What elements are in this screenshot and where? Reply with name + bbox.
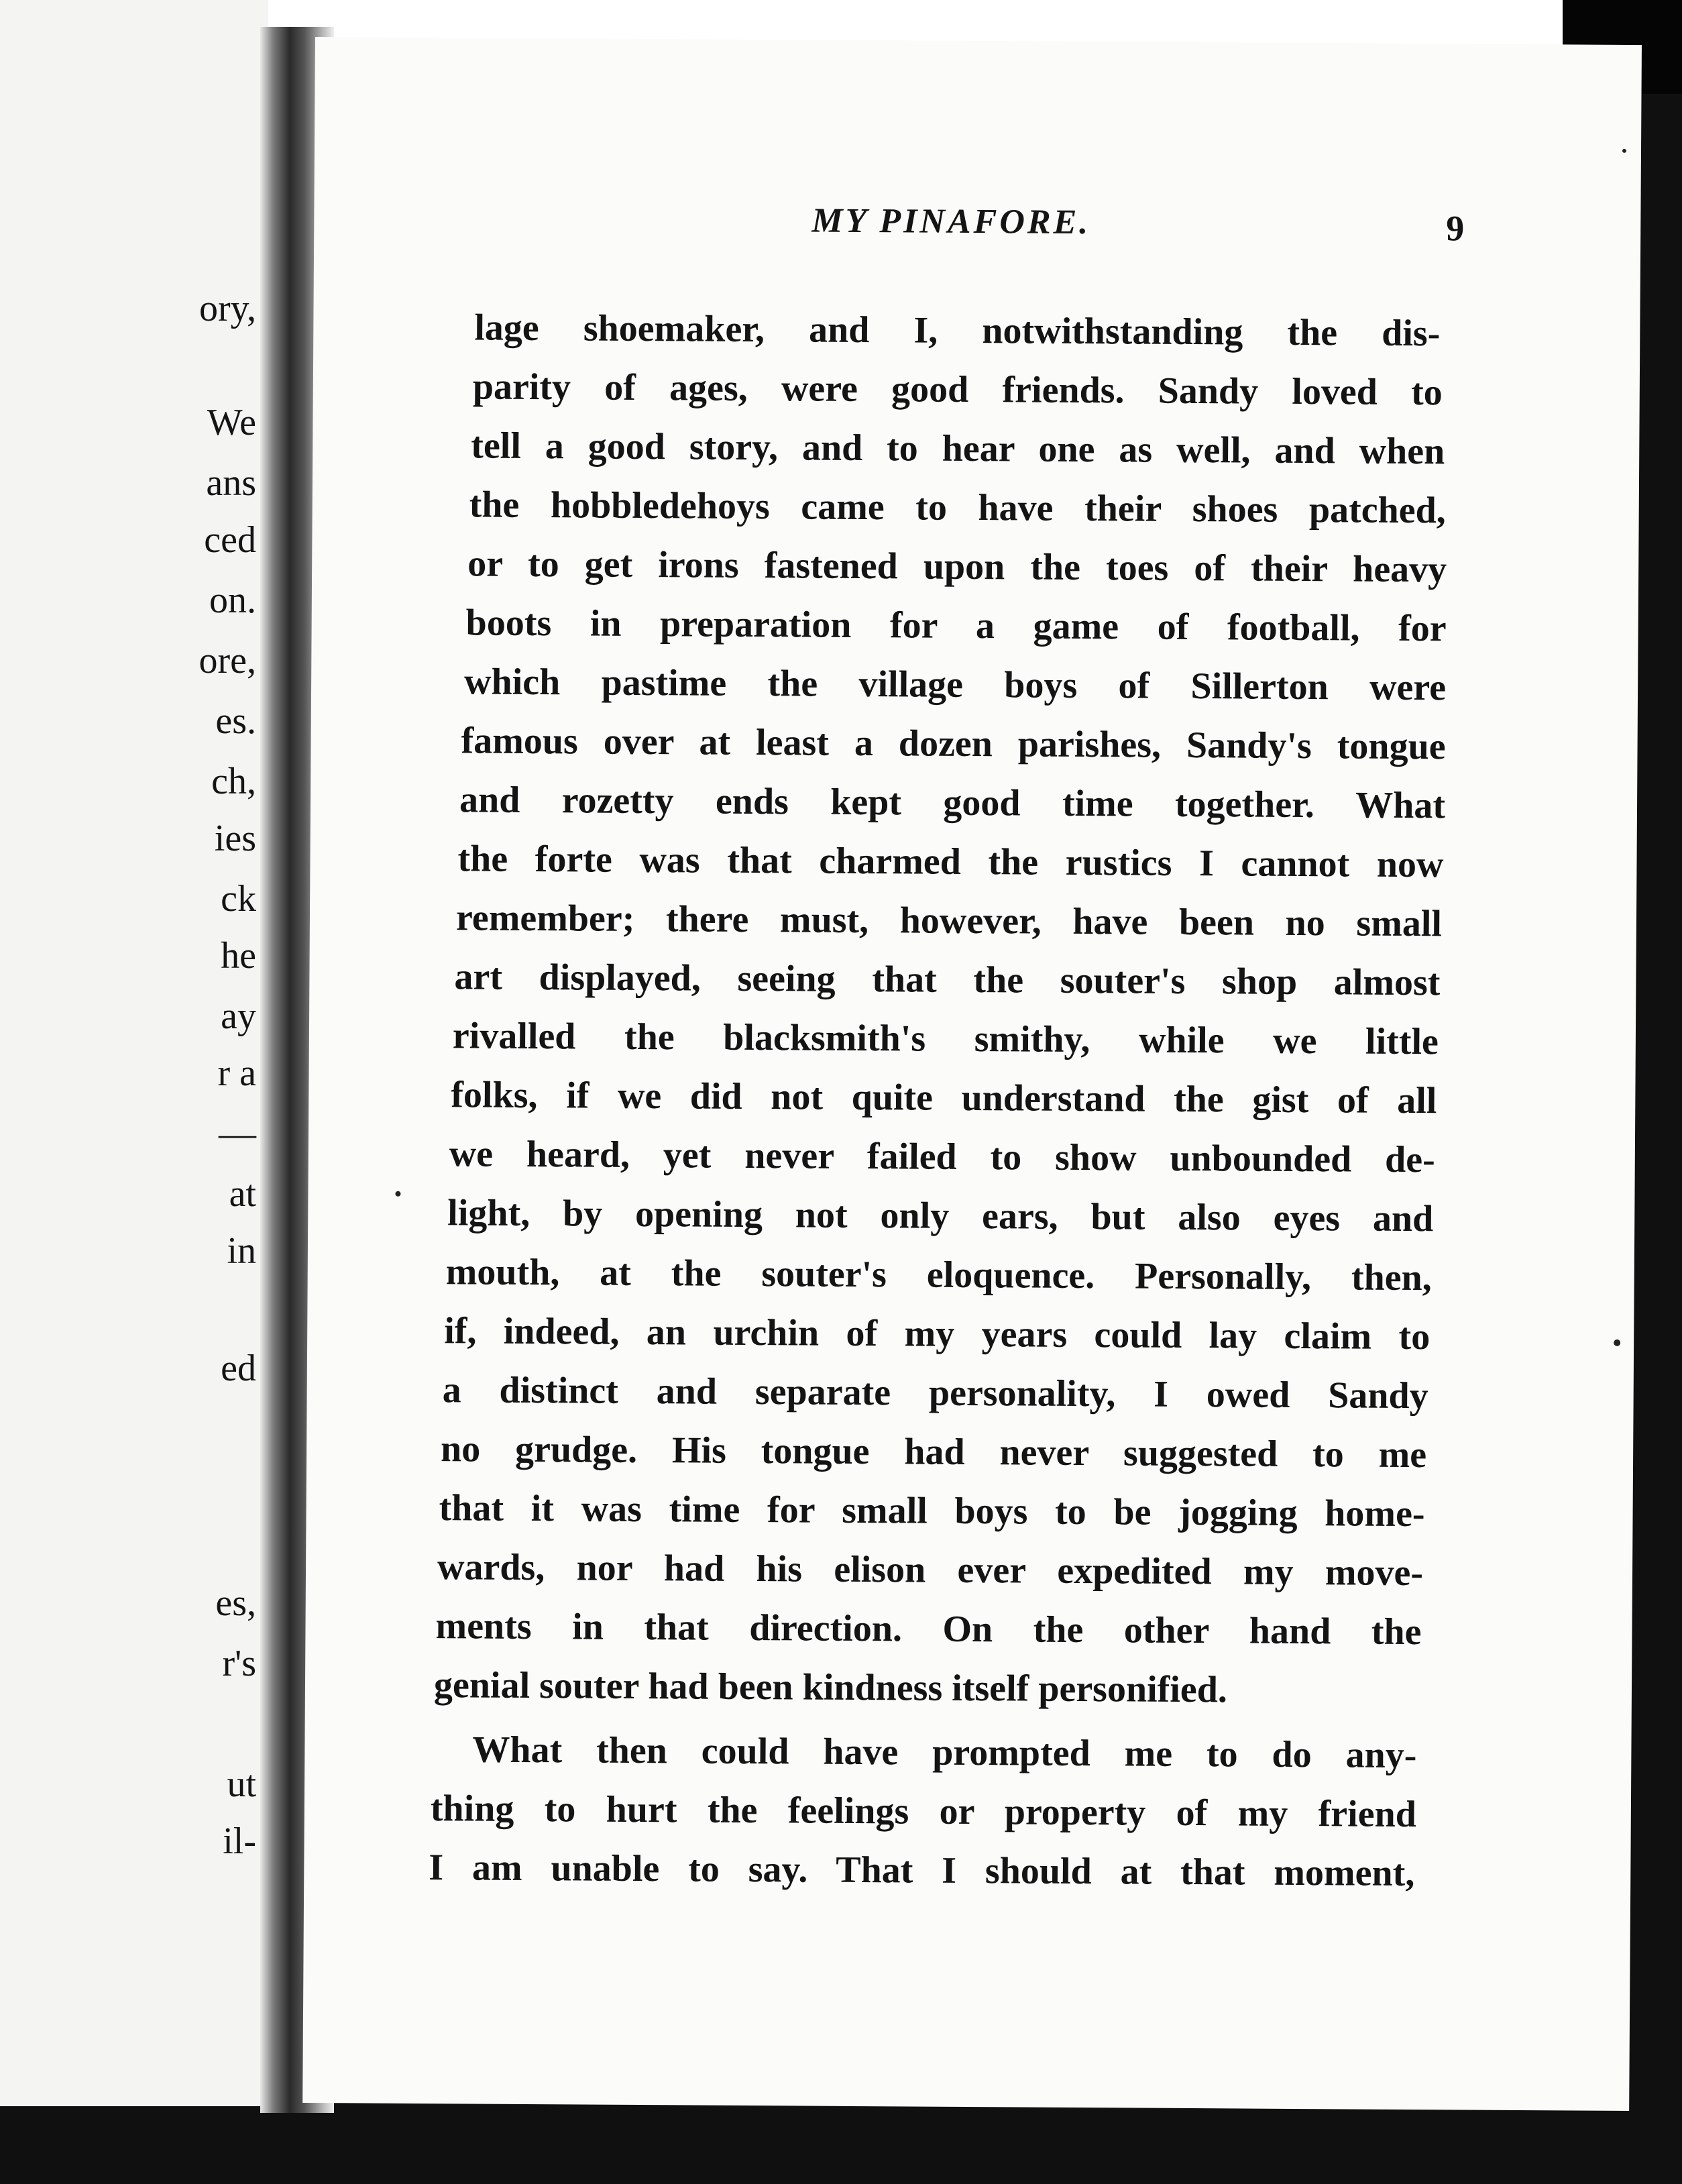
left-page-fragment: ch, bbox=[211, 761, 256, 802]
left-page-fragment: We bbox=[207, 402, 256, 443]
text-line: What then could have prompted me to do any- bbox=[472, 1729, 1417, 1777]
text-line: or to get irons fastened upon the toes of their heavy bbox=[467, 543, 1447, 591]
text-line: we heard, yet never failed to show unbounded de- bbox=[449, 1133, 1435, 1181]
text-line: famous over at least a dozen parishes, Sandy's tongue bbox=[461, 720, 1446, 768]
left-page-fragment: — bbox=[219, 1113, 256, 1154]
left-page-fragment: il- bbox=[223, 1820, 256, 1862]
text-line: I am unable to say. That I should at that moment, bbox=[429, 1847, 1415, 1895]
text-line: no grudge. His tongue had never suggested to me bbox=[440, 1428, 1427, 1476]
left-page-fragment: es. bbox=[215, 700, 256, 742]
text-line: light, by opening not only ears, but also eyes and bbox=[447, 1192, 1434, 1240]
scan-speck bbox=[1614, 1340, 1620, 1346]
left-page-fragment: ced bbox=[204, 519, 256, 561]
left-page-fragment: ore, bbox=[199, 640, 256, 681]
right-page bbox=[302, 37, 1642, 2111]
left-page-fragment: ans bbox=[206, 462, 256, 504]
text-line: rivalled the blacksmith's smithy, while we little bbox=[452, 1015, 1439, 1063]
scan-speck bbox=[1622, 149, 1626, 153]
left-page-fragment: es, bbox=[215, 1582, 256, 1624]
left-page-fragment: r a bbox=[217, 1052, 256, 1094]
running-head: MY PINAFORE. bbox=[811, 201, 1091, 242]
text-line: folks, if we did not quite understand the gist of all bbox=[451, 1074, 1437, 1122]
paragraph bbox=[314, 305, 1640, 1711]
left-page-fragment: he bbox=[221, 935, 256, 977]
text-line: tell a good story, and to hear one as well, and when bbox=[471, 425, 1445, 473]
text-line: that it was time for small boys to be jogging home- bbox=[439, 1487, 1425, 1535]
text-line: ments in that direction. On the other hand the bbox=[435, 1605, 1422, 1653]
left-page-fragment: in bbox=[227, 1230, 256, 1272]
left-page-fragment: r's bbox=[222, 1643, 256, 1684]
text-line: genial souter had been kindness itself personified. bbox=[433, 1664, 1228, 1711]
text-line: thing to hurt the feelings or property of my friend bbox=[430, 1788, 1417, 1836]
text-line: remember; there must, however, have been no small bbox=[455, 897, 1443, 945]
left-page-fragment: on. bbox=[209, 580, 256, 621]
text-line: the forte was that charmed the rustics I cannot now bbox=[457, 838, 1444, 886]
text-line: art displayed, seeing that the souter's shop almost bbox=[454, 956, 1441, 1004]
left-page-fragment: ed bbox=[221, 1348, 256, 1389]
page-number: 9 bbox=[1446, 208, 1465, 249]
text-line: if, indeed, an urchin of my years could lay claim to bbox=[444, 1310, 1431, 1358]
text-line: parity of ages, were good friends. Sandy loved to bbox=[472, 366, 1443, 414]
text-line: mouth, at the souter's eloquence. Personally, then, bbox=[445, 1251, 1432, 1299]
left-page-fragment: ory, bbox=[199, 288, 256, 329]
left-page-fragment: ut bbox=[227, 1763, 256, 1805]
text-line: boots in preparation for a game of football, for bbox=[465, 602, 1447, 650]
left-page bbox=[0, 0, 268, 2106]
page-header bbox=[314, 198, 1640, 260]
text-line: the hobbledehoys came to have their shoes patched, bbox=[469, 484, 1446, 532]
left-page-fragment: ay bbox=[221, 995, 256, 1037]
text-line: and rozetty ends kept good time together. What bbox=[459, 779, 1446, 827]
scan-speck bbox=[395, 1191, 400, 1197]
left-page-fragment: ck bbox=[221, 878, 256, 920]
text-line: wards, nor had his elison ever expedited my move- bbox=[437, 1546, 1424, 1594]
left-page-fragment: at bbox=[229, 1173, 256, 1215]
body-text bbox=[314, 305, 1640, 1895]
text-line: which pastime the village boys of Sillerton were bbox=[463, 661, 1447, 709]
text-line: lage shoemaker, and I, notwithstanding the dis- bbox=[474, 307, 1441, 355]
left-page-fragment: ies bbox=[214, 818, 256, 859]
text-line: a distinct and separate personality, I owed Sandy bbox=[442, 1369, 1428, 1417]
